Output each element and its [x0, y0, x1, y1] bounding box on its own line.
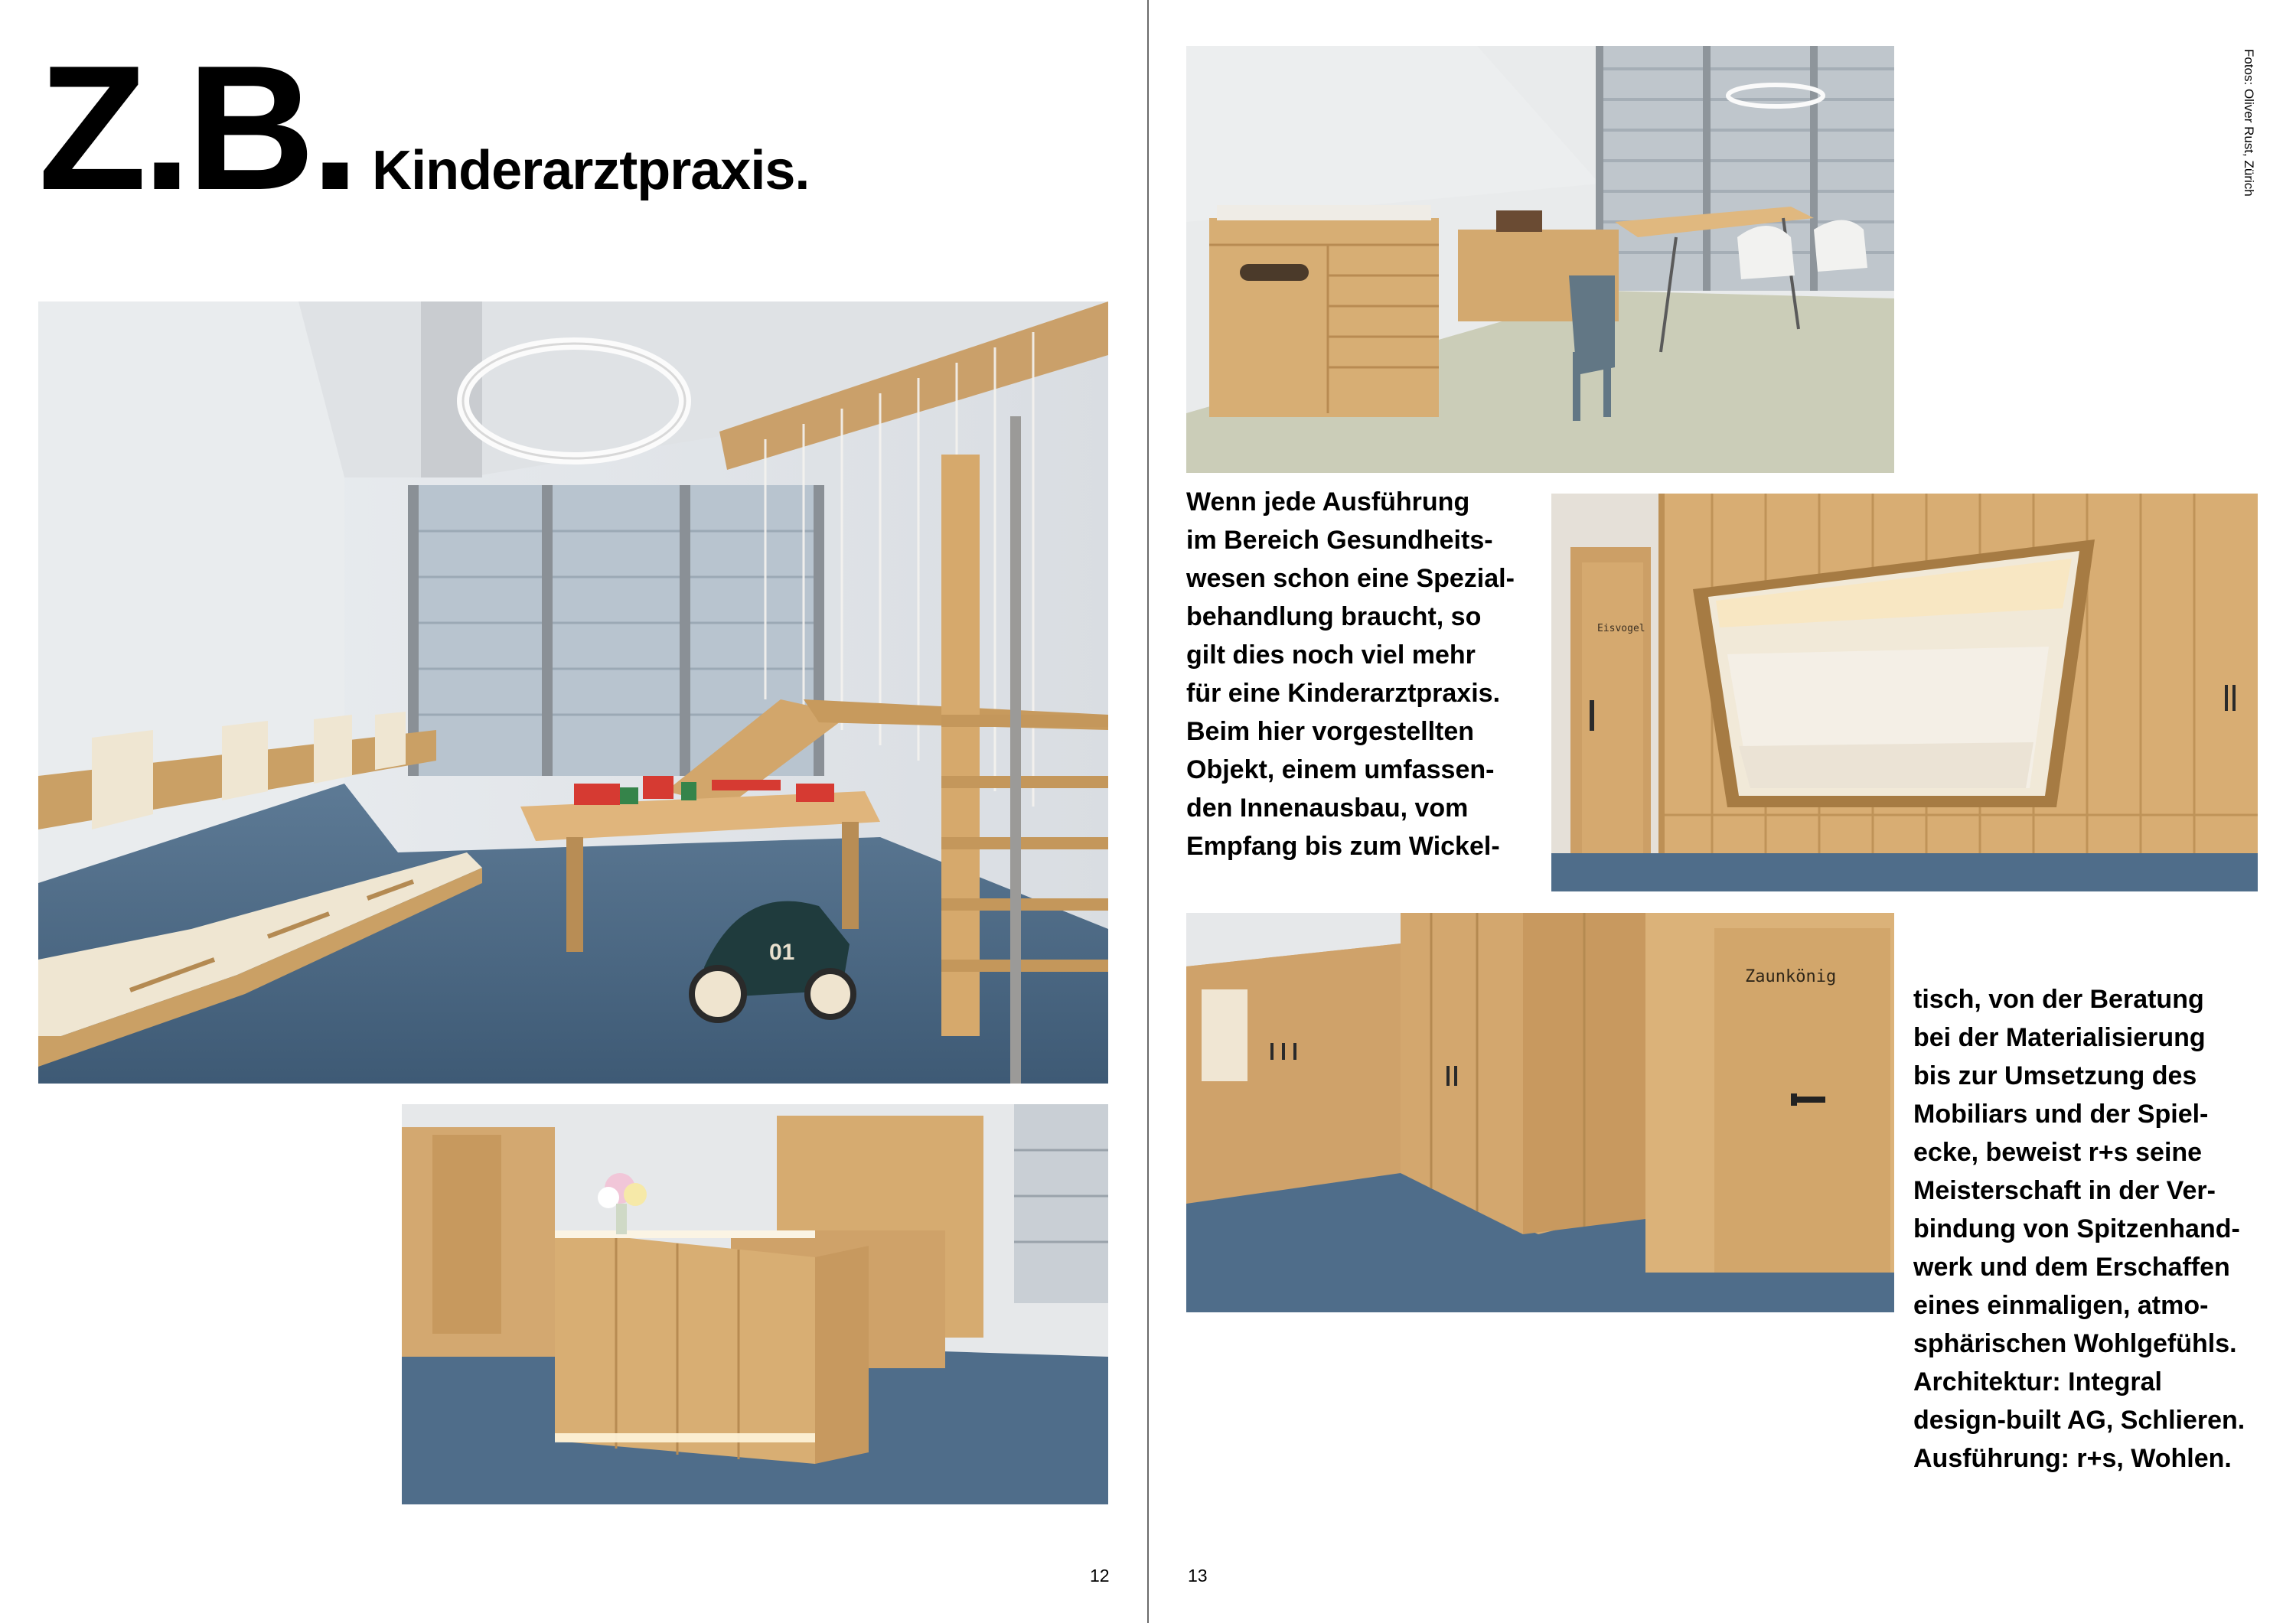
- toy-car-number: 01: [769, 940, 795, 965]
- text-line: Wenn jede Ausführung: [1186, 487, 1470, 517]
- text-line: tisch, von der Beratung: [1913, 985, 2204, 1014]
- door-sign-zaunkoenig: Zaunkönig: [1745, 967, 1837, 986]
- text-line: Meisterschaft in der Ver-: [1913, 1176, 2216, 1205]
- headline: [38, 29, 810, 227]
- text-line: ecke, beweist r+s seine: [1913, 1138, 2203, 1167]
- text-line: Objekt, einem umfassen-: [1186, 755, 1495, 784]
- text-line: den Innenausbau, vom: [1186, 794, 1469, 823]
- text-line: Ausführung: r+s, Wohlen.: [1913, 1444, 2232, 1473]
- text-line: gilt dies noch viel mehr: [1186, 640, 1476, 670]
- photo-credit: Fotos: Oliver Rust, Zürich: [2242, 49, 2256, 197]
- text-line: für eine Kinderarztpraxis.: [1186, 679, 1501, 708]
- text-line: bei der Materialisierung: [1913, 1023, 2206, 1052]
- text-line: eines einmaligen, atmo-: [1913, 1291, 2209, 1320]
- photo-corridor: [1186, 913, 1894, 1312]
- headline-title: Kinderarztpraxis.: [372, 140, 810, 201]
- text-line: bindung von Spitzenhand-: [1913, 1214, 2240, 1243]
- headline-prefix: Z.B.: [38, 29, 356, 227]
- text-line: wesen schon eine Spezial-: [1186, 564, 1515, 593]
- page-number-right: 13: [1188, 1566, 1208, 1586]
- door-sign-eisvogel: Eisvogel: [1597, 623, 1645, 634]
- text-line: design-built AG, Schlieren.: [1913, 1406, 2245, 1435]
- photo-reading-niche: [1551, 494, 2258, 891]
- photo-reception: [402, 1104, 1108, 1504]
- page-number-left: 12: [1090, 1566, 1110, 1586]
- photo-waiting-room: [38, 301, 1108, 1084]
- text-line: im Bereich Gesundheits-: [1186, 526, 1493, 555]
- text-line: behandlung braucht, so: [1186, 602, 1482, 631]
- continuation-paragraph: [1913, 980, 2245, 1478]
- text-line: Empfang bis zum Wickel-: [1186, 832, 1500, 861]
- intro-paragraph: [1186, 483, 1515, 865]
- text-line: werk und dem Erschaffen: [1913, 1253, 2230, 1282]
- text-line: bis zur Umsetzung des: [1913, 1061, 2197, 1090]
- text-line: sphärischen Wohlgefühls.: [1913, 1329, 2237, 1358]
- text-line: Architektur: Integral: [1913, 1367, 2162, 1396]
- text-line: Beim hier vorgestellten: [1186, 717, 1475, 746]
- text-line: Mobiliars und der Spiel-: [1913, 1100, 2209, 1129]
- spine-divider: [1147, 0, 1149, 1623]
- photo-exam-room: [1186, 46, 1894, 473]
